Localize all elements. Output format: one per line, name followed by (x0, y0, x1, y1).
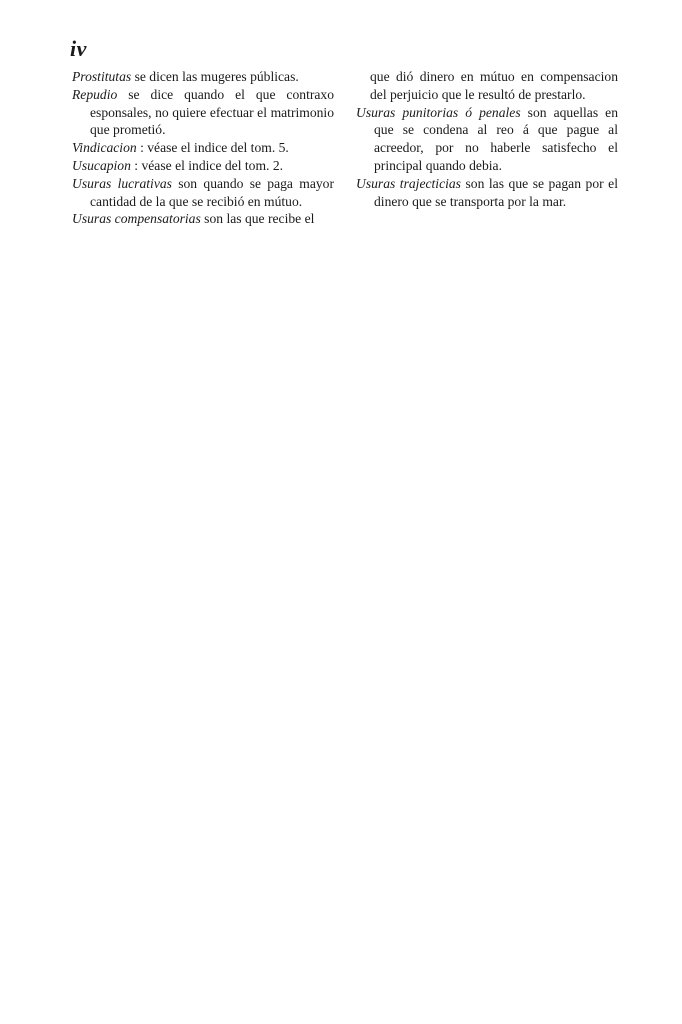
page-number: iv (70, 36, 87, 61)
glossary-entry (356, 104, 618, 175)
glossary-entry (72, 210, 334, 228)
entry-definition: son aquellas en que se condena al reo á que pague al acreedor, por no haberle satisfecho el principal quando debia. (374, 104, 618, 173)
entry-definition: : véase el indice del tom. 2. (130, 157, 284, 173)
entry-definition: se dice quando el que contraxo esponsales, no quiere efectuar el matrimonio que prometió. (90, 86, 334, 138)
entry-definition: : véase el indice del tom. 5. (136, 140, 289, 156)
right-column (356, 68, 618, 210)
entry-term: Usucapion (72, 157, 131, 173)
entry-term: Usuras punitorias ó penales (356, 104, 521, 120)
glossary-entry (72, 68, 334, 86)
entry-definition: son quando se paga mayor cantidad de la que se recibió en mútuo. (90, 175, 334, 209)
glossary-entry (72, 175, 334, 211)
entry-term: Usuras trajecticias (356, 175, 461, 191)
entry-term: Prostitutas (72, 69, 132, 84)
glossary-entry-continuation (356, 68, 618, 104)
entry-definition: son las que recibe el (200, 211, 315, 227)
entry-definition: que dió dinero en mútuo en compensacion del perjuicio que le resultó de prestarlo. (370, 69, 618, 102)
entry-term: Usuras lucrativas (72, 175, 172, 191)
glossary-entry (72, 86, 334, 139)
glossary-entry (72, 157, 334, 175)
entry-term: Repudio (72, 86, 118, 102)
glossary-entry (72, 139, 334, 157)
entry-definition: se dicen las mugeres públicas. (131, 69, 299, 84)
glossary-entry (356, 175, 618, 211)
left-column (72, 68, 334, 228)
entry-definition: son las que se pagan por el dinero que se transporta por la mar. (374, 175, 618, 209)
entry-term: Vindicacion (72, 140, 137, 156)
entry-term: Usuras compensatorias (72, 211, 201, 227)
